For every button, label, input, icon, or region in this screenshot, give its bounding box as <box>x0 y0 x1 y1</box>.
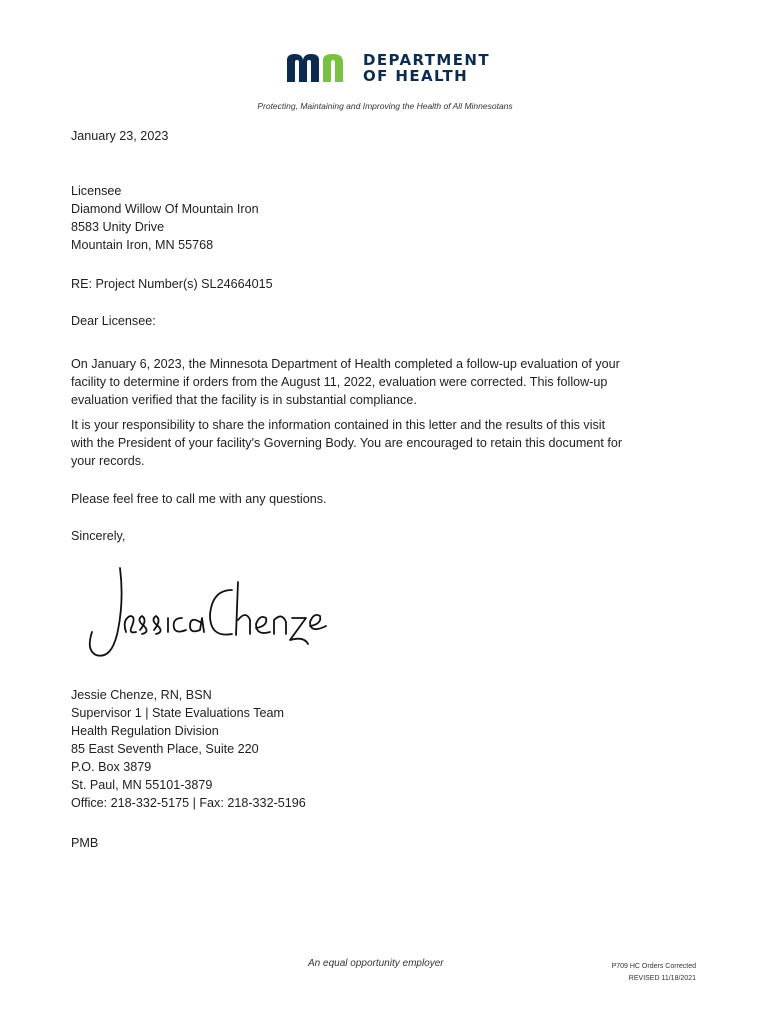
tagline: Protecting, Maintaining and Improving the Health of All Minnesotans <box>257 101 513 111</box>
typist-initials: PMB <box>71 836 99 850</box>
paragraph-2 <box>71 416 622 470</box>
paragraph-line: It is your responsibility to share the information contained in this letter and the results of this visit <box>71 418 606 432</box>
recipient-line: 8583 Unity Drive <box>71 220 165 234</box>
footer-form-id <box>612 961 696 985</box>
signer-line: Health Regulation Division <box>71 724 219 738</box>
signer-line: Supervisor 1 | State Evaluations Team <box>71 706 285 720</box>
footer-equal-opportunity: An equal opportunity employer <box>308 958 444 969</box>
mn-logo-icon <box>285 50 357 84</box>
logo-text-of-health: OF HEALTH <box>363 67 469 85</box>
paragraph-line: evaluation verified that the facility is in substantial compliance. <box>71 393 417 407</box>
recipient-block <box>71 182 259 254</box>
letter-date: January 23, 2023 <box>71 129 169 143</box>
closing-line: Please feel free to call me with any questions. <box>71 492 327 506</box>
signer-block <box>71 686 306 812</box>
valediction: Sincerely, <box>71 529 126 543</box>
recipient-line: Licensee <box>71 184 122 198</box>
re-line: RE: Project Number(s) SL24664015 <box>71 277 273 291</box>
signer-line: 85 East Seventh Place, Suite 220 <box>71 742 259 756</box>
mn-department-of-health-logo <box>285 50 495 90</box>
signer-line: St. Paul, MN 55101-3879 <box>71 778 213 792</box>
paragraph-line: with the President of your facility's Governing Body. You are encouraged to retain this document for <box>71 436 623 450</box>
footer-revised-date: REVISED 11/18/2021 <box>628 975 696 982</box>
logo-text-department: DEPARTMENT <box>363 51 490 69</box>
paragraph-line: On January 6, 2023, the Minnesota Department of Health completed a follow-up evaluation of your <box>71 357 620 371</box>
footer-form-code: P709 HC Orders Corrected <box>611 963 696 970</box>
paragraph-1 <box>71 355 620 409</box>
paragraph-line: your records. <box>71 454 145 468</box>
handwritten-signature <box>82 560 332 670</box>
signer-line: Office: 218-332-5175 | Fax: 218-332-5196 <box>71 796 306 810</box>
recipient-line: Diamond Willow Of Mountain Iron <box>71 202 259 216</box>
signer-line: Jessie Chenze, RN, BSN <box>71 688 212 702</box>
signer-line: P.O. Box 3879 <box>71 760 152 774</box>
salutation: Dear Licensee: <box>71 314 156 328</box>
recipient-line: Mountain Iron, MN 55768 <box>71 238 214 252</box>
paragraph-line: facility to determine if orders from the August 11, 2022, evaluation were corrected. This follow-up <box>71 375 608 389</box>
